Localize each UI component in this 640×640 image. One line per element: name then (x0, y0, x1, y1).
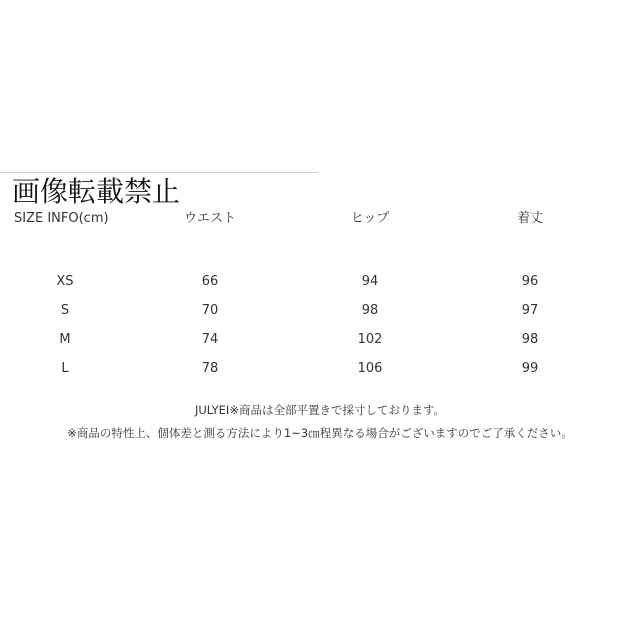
header-waist: ウエスト (183, 211, 236, 226)
row-xs-hip: 94 (361, 274, 379, 289)
row-xs-length: 96 (521, 274, 539, 289)
row-m-waist: 74 (201, 332, 219, 347)
disclaimer-note: ※商品の特性上、個体差と測る方法により1~3㎝程異なる場合がございますのでご了承ください。 (67, 426, 573, 440)
row-l-hip: 106 (357, 361, 383, 376)
row-xs-waist: 66 (201, 274, 219, 289)
row-l-length: 99 (521, 361, 539, 376)
row-m-size: M (59, 332, 71, 347)
row-s-size: S (60, 303, 70, 318)
measurement-note: JULYEI※商品は全部平置きで採寸しております。 (194, 403, 446, 417)
watermark-text: 画像転載禁止 (12, 175, 181, 208)
header-size-info: SIZE INFO(cm) (14, 211, 109, 226)
row-m-length: 98 (521, 332, 539, 347)
row-l-size: L (61, 361, 69, 376)
row-s-waist: 70 (201, 303, 219, 318)
row-s-hip: 98 (361, 303, 379, 318)
header-hip: ヒップ (350, 211, 390, 226)
row-xs-size: XS (56, 274, 74, 289)
header-length: 着丈 (516, 211, 543, 226)
row-l-waist: 78 (201, 361, 219, 376)
row-s-length: 97 (521, 303, 539, 318)
row-m-hip: 102 (357, 332, 383, 347)
